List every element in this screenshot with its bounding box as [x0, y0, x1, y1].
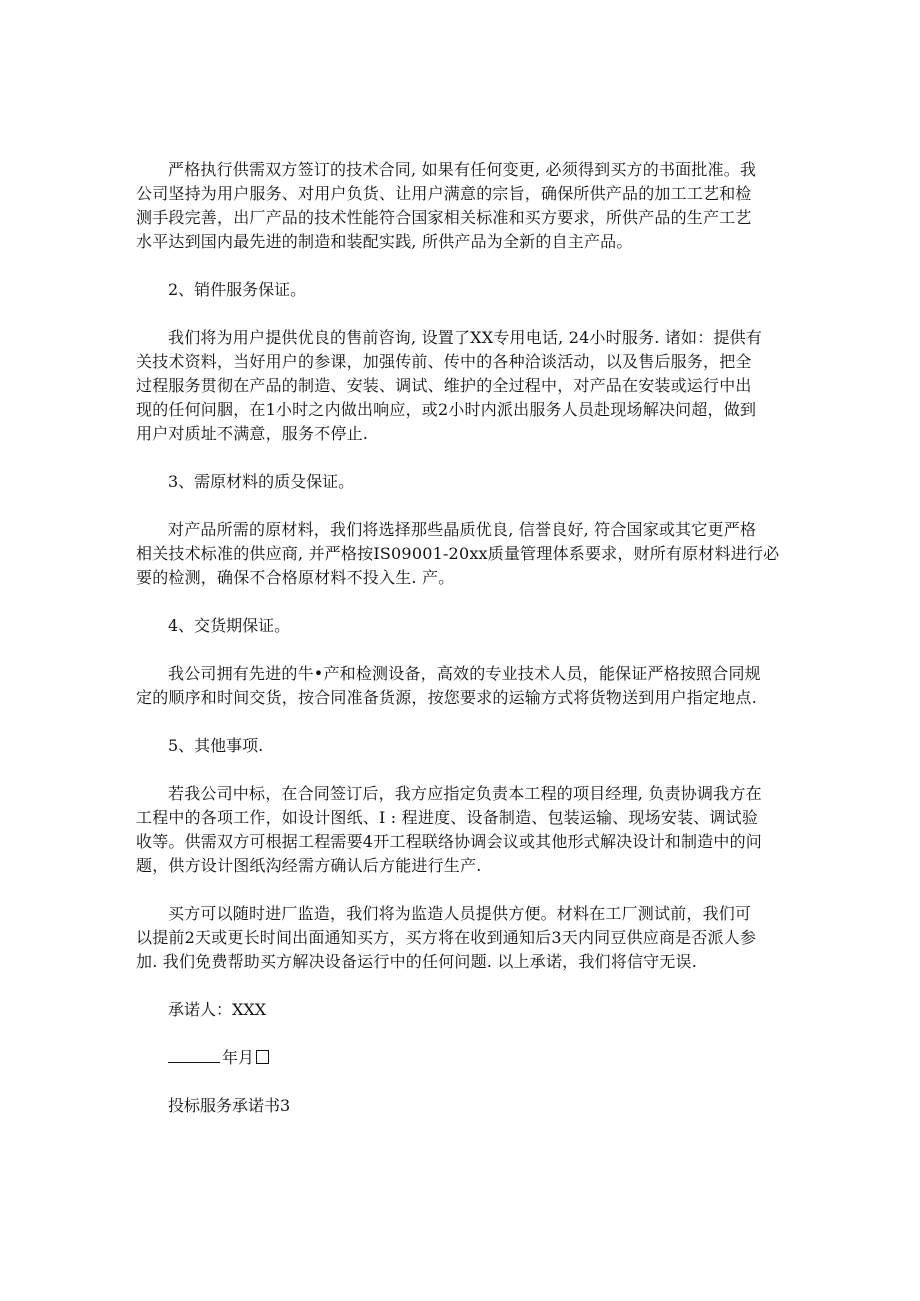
- paragraph-supervision: [136, 902, 786, 974]
- section-heading-3: 3、需原材料的质殳保证。: [168, 472, 355, 491]
- date-line: [136, 1046, 786, 1070]
- text-line: 加. 我们免费帮助买方解决设备运行中的任何问题. 以上承诺，我们将信守无误.: [136, 952, 698, 971]
- section-heading-5: 5、其他事项.: [168, 736, 264, 755]
- text-line: 若我公司中标，在合同签订后，我方应指定负责本工程的项目经理, 负责协调我方在: [168, 784, 762, 803]
- text-line: 水平达到国内最先进的制造和装配实践, 所供产品为全新的自主产品。: [136, 232, 633, 251]
- missing-glyph-box: [256, 1050, 269, 1064]
- text-line: 工程中的各项工作，如设计图纸、I : 程进度、设备制造、包装运输、现场安装、调试验: [136, 808, 759, 827]
- text-line: 要的检测，确保不合格原材料不投入生. 产。: [136, 568, 455, 587]
- signer-line: 承诺人：XXX: [168, 1000, 267, 1019]
- paragraph-materials: [136, 518, 786, 590]
- document-page: [136, 158, 786, 1118]
- text-line: 过程服务贯彻在产品的制造、安装、调试、维护的全过程中，对产品在安装或运行中出: [136, 376, 752, 395]
- text-line: 收等。供需双方可根据工程需要4开工程联络协调会议或其他形式解决设计和制造中的问: [136, 832, 762, 851]
- text-line: 题，供方设计图纸沟经需方确认后方能进行生产.: [136, 856, 482, 875]
- section-heading-4: 4、交货期保证。: [168, 616, 291, 635]
- text-line: 我公司拥有先进的牛•产和检测设备，高效的专业技术人员，能保证严格按照合同规: [168, 664, 761, 683]
- text-line: 买方可以随时进厂监造，我们将为监造人员提供方便。材料在工厂测试前，我们可: [168, 904, 752, 923]
- paragraph-other: [136, 782, 786, 878]
- text-line: 以提前2天或更长时间出面通知买方，买方将在收到通知后3天内同豆供应商是否派人参: [136, 928, 757, 947]
- text-line: 对产品所需的原材料，我们将选择那些晶质优良, 信誉良好, 符合国家或其它更严格: [168, 520, 757, 539]
- paragraph-service: [136, 326, 786, 446]
- date-text: 年月: [222, 1048, 255, 1067]
- text-line: 相关技术标准的供应商, 并严格按IS09001-20xx质量管理体系要求，财所有原材料进行必: [136, 544, 780, 563]
- text-line: 现的任何问胭，在1小时之内做出响应，或2小时内派出服务人员赴现场解决问超，做到: [136, 400, 757, 419]
- text-line: 关技术资料，当好用户的参课，加强传前、传中的各种洽谈活动，以及售后服务，把全: [136, 352, 752, 371]
- text-line: 定的顺序和时间交货，按合同准备货源，按您要求的运输方式将货物送到用户指定地点.: [136, 688, 757, 707]
- text-line: 用户对质址不满意，服务不停止.: [136, 424, 369, 443]
- paragraph-delivery: [136, 662, 786, 710]
- date-blank: [168, 1046, 220, 1063]
- text-line: 公司坚持为用户服务、对用户负货、让用户满意的宗旨，确保所供产品的加工工艺和检: [136, 184, 752, 203]
- next-document-title: 投标服务承诺书3: [168, 1096, 291, 1115]
- paragraph-contract: [136, 158, 786, 254]
- text-line: 我们将为用户提供优良的售前咨询, 设置了XX专用电话, 24小时服务. 诸如：提供有: [168, 328, 763, 347]
- text-line: 测手段完善，出厂产品的技术性能符合国家相关标准和买方要求，所供产品的生产工艺: [136, 208, 752, 227]
- text-line: 严格执行供需双方签订的技术合同, 如果有任何变更, 必须得到买方的书面批准。我: [168, 160, 757, 179]
- section-heading-2: 2、销件服务保证。: [168, 280, 307, 299]
